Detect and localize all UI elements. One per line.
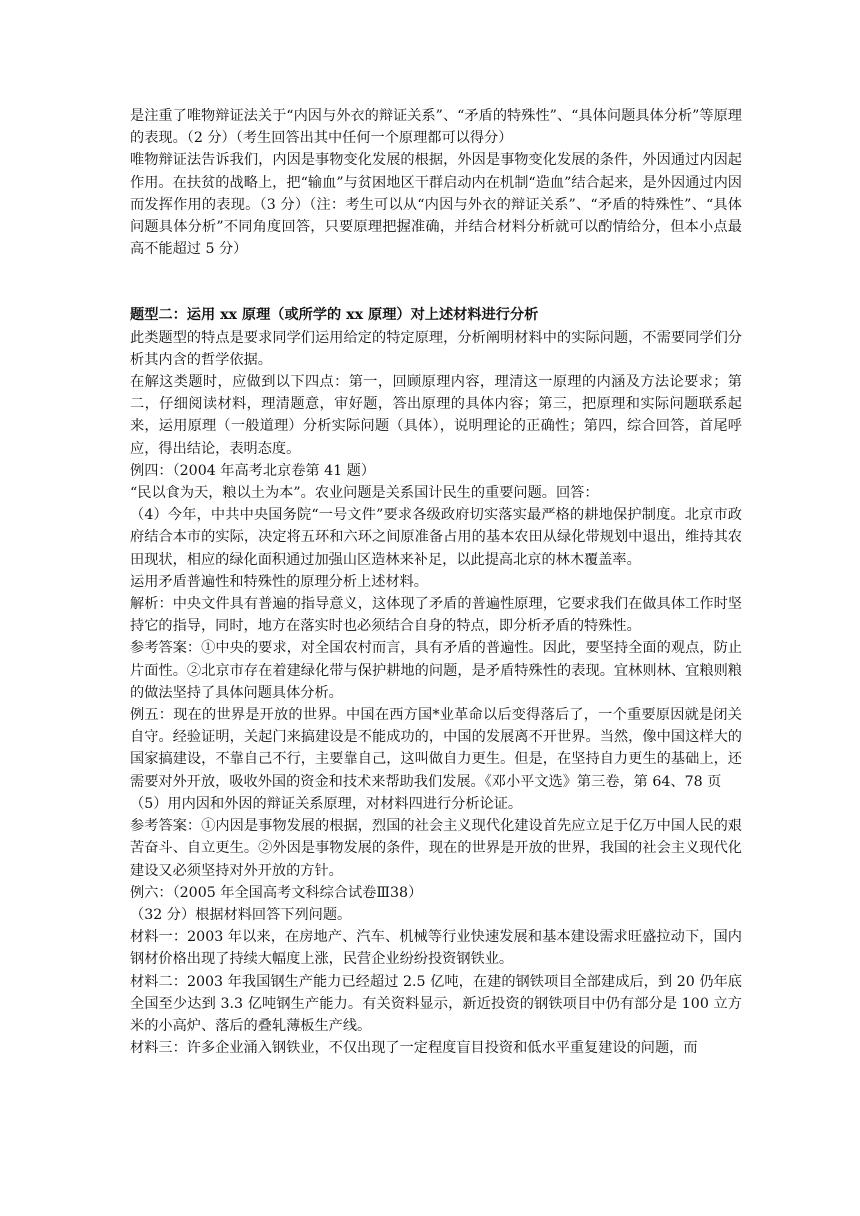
paragraph-example-4-answer: 参考答案：①中央的要求，对全国农村而言，具有矛盾的普遍性。因此，要坚持全面的观点，防止片面性。②北京市存在着建绿化带与保护耕地的问题，是矛盾特殊性的表现。宜林则林、宜粮则粮的做法坚持了具体问题具体分析。 [130,640,742,701]
paragraph-example-4-material: （4）今年，中共中央国务院“一号文件”要求各级政府切实落实最严格的耕地保护制度。北京市政府结合本市的实际，决定将五环和六环之间原准备占用的基本农田从绿化带规划中退出，维持其农田现状，相应的绿化面积通过加强山区造林来补足，以此提高北京的林木覆盖率。 [130,507,742,568]
paragraph-four-steps: 在解这类题时，应做到以下四点：第一，回顾原理内容，理清这一原理的内涵及方法论要求；第二，仔细阅读材料，理清题意，审好题，答出原理的具体内容；第三，把原理和实际问题联系起来，运用原理（一般道理）分析实际问题（具体），说明理论的正确性；第四，综合回答，首尾呼应，得出结论，表明态度。 [130,374,742,457]
paragraph-example-5-answer: 参考答案：①内因是事物发展的根据，烈国的社会主义现代化建设首先应立足于亿万中国人民的艰苦奋斗、自立更生。②外因是事物发展的条件，现在的世界是开放的世界，我国的社会主义现代化建设又必须坚持对外开放的方针。 [130,818,742,879]
paragraph-material-2: 材料二：2003 年我国钢生产能力已经超过 2.5 亿吨，在建的钢铁项目全部建成后，到 20 仍年底全国至少达到 3.3 亿吨钢生产能力。有关资料显示，新近投资的钢铁项目中仍有部分是 100 立方米的小高炉、落后的叠轧薄板生产线。 [130,973,742,1034]
paragraph-question-type-feature: 此类题型的特点是要求同学们运用给定的特定原理，分析阐明材料中的实际问题，不需要同学们分析其内含的哲学依据。 [130,329,742,368]
paragraph-example-4-intro: “民以食为天，粮以土为本”。农业问题是关系国计民生的重要问题。回答： [130,485,599,502]
paragraph-example-5-question: （5）用内因和外因的辩证关系原理，对材料四进行分析论证。 [130,795,523,812]
paragraph-principle-summary: 是注重了唯物辩证法关于“内因与外衣的辩证关系”、“矛盾的特殊性”、“具体问题具体分析”等原理的表现。（2 分）（考生回答出其中任何一个原理都可以得分） [130,108,742,147]
paragraph-internal-external-cause: 唯物辩证法告诉我们，内因是事物变化发展的根据，外因是事物变化发展的条件，外因通过内因起作用。在扶贫的战略上，把“输血”与贫困地区干群启动内在机制“造血”结合起来，是外因通过内因而发挥作用的表现。（3 分）（注：考生可以从“内因与外衣的辩证关系”、“矛盾的特殊性”、“具体问题具体分析”不同角度回答，只要原理把握准确，并结合材料分析就可以酌情给分，但本小点最高不能超过 5 分） [130,152,742,258]
paragraph-example-6-title: 例六：（2005 年全国高考文科综合试卷Ⅲ38） [130,884,423,901]
paragraph-material-1: 材料一：2003 年以来，在房地产、汽车、机械等行业快速发展和基本建设需求旺盛拉动下，国内钢材价格出现了持续大幅度上涨，民营企业纷纷投资钢铁业。 [130,929,742,968]
paragraph-example-4-title: 例四：（2004 年高考北京卷第 41 题） [130,462,376,479]
paragraph-example-6-instruction: （32 分）根据材料回答下列问题。 [130,906,352,923]
document-page [130,105,742,1059]
section-heading: 题型二：运用 xx 原理（或所学的 xx 原理）对上述材料进行分析 [130,307,539,324]
paragraph-example-4-question: 运用矛盾普遍性和特殊性的原理分析上述材料。 [130,573,428,590]
paragraph-example-4-analysis: 解析：中央文件具有普遍的指导意义，这体现了矛盾的普遍性原理，它要求我们在做具体工作时坚持它的指导，同时，地方在落实时也必须结合自身的特点，即分析矛盾的特殊性。 [130,596,742,635]
paragraph-material-3: 材料三：许多企业涌入钢铁业，不仅出现了一定程度盲目投资和低水平重复建设的问题，而 [130,1040,698,1057]
section-spacer [130,260,742,304]
paragraph-example-5-material: 例五：现在的世界是开放的世界。中国在西方国*业革命以后变得落后了，一个重要原因就是闭关自守。经验证明，关起门来搞建设是不能成功的，中国的发展离不开世界。当然，像中国这样大的国家搞建设，不靠自己不行，主要靠自己，这叫做自力更生。但是，在坚持自力更生的基础上，还需要对外开放，吸收外国的资金和技术来帮助我们发展。《邓小平文选》第三卷，第 64、78 页 [130,707,742,790]
